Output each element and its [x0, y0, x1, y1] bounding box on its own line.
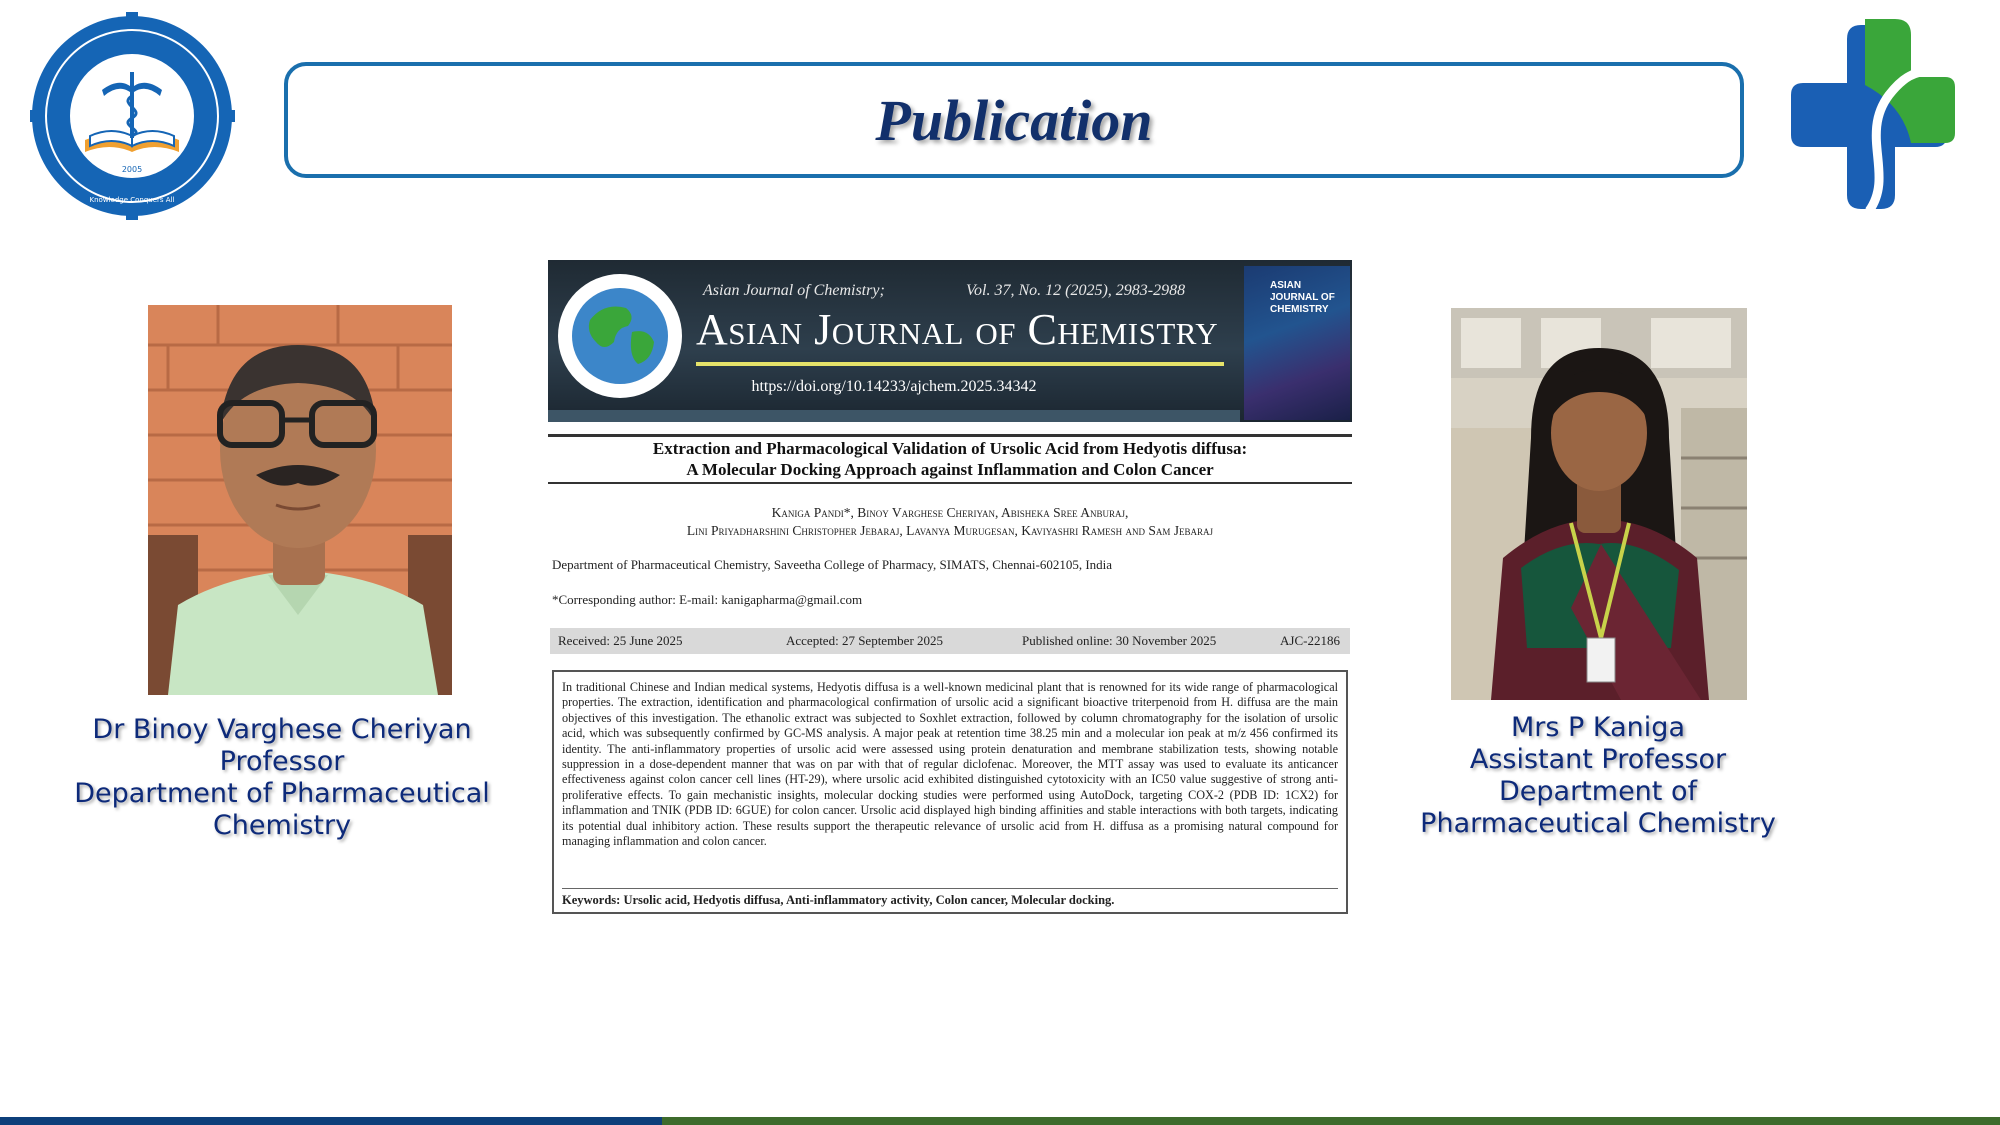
assistant-professor-photo	[1451, 308, 1747, 700]
journal-volume: Vol. 37, No. 12 (2025), 2983-2988	[966, 282, 1186, 299]
affiliation: Department of Pharmaceutical Chemistry, Saveetha College of Pharmacy, SIMATS, Chennai-602105, India	[552, 557, 1113, 572]
abstract-box	[552, 670, 1348, 914]
article-code: AJC-22186	[1280, 633, 1340, 648]
footer-bar-blue	[0, 1117, 662, 1125]
authors-line2: Lini Priyadharshini Christopher Jebaraj, Lavanya Murugesan, Kaviyashri Ramesh and Sam Jebaraj	[686, 523, 1214, 538]
paper-title-line2: A Molecular Docking Approach against Inflammation and Colon Cancer	[686, 460, 1214, 479]
published-date: Published online: 30 November 2025	[1022, 633, 1217, 648]
assistant-professor-role: Assistant Professor	[1469, 744, 1727, 775]
institute-seal-logo	[30, 12, 235, 220]
corresponding-author: *Corresponding author: E-mail: kanigapharma@gmail.com	[552, 592, 863, 607]
assistant-professor-name: Mrs P Kaniga	[1511, 712, 1685, 743]
paper-title-line1: Extraction and Pharmacological Validation of Ursolic Acid from Hedyotis diffusa:	[652, 439, 1248, 458]
assistant-professor-dept-line1: Department of	[1499, 776, 1697, 807]
journal-doi: https://doi.org/10.14233/ajchem.2025.34342	[751, 378, 1037, 395]
professor-photo	[148, 305, 452, 695]
dates-strip	[550, 628, 1350, 654]
journal-banner	[548, 260, 1352, 422]
footer-bar-green	[662, 1117, 2000, 1125]
abstract-text: In traditional Chinese and Indian medical systems, Hedyotis diffusa is a well-known medicinal plant that is renowned for its wide range of pharmacological properties. The extraction, identification and pharmacological confirmation of ursolic acid a significant bioactive triterpenoid from H. diffusa are the main objectives of this investigation. The ethanolic extract was subjected to Soxhlet extraction, followed by column chromatography for the isolation of ursolic acid, which was subsequently confirmed by GC-MS analysis. A major peak at retention time 38.25 min and a molecular ion peak at m/z 456 confirmed its identity. The anti-inflammatory properties of ursolic acid were assessed using protein denaturation and membrane stabilization tests, showing notable suppression in a dose-dependent manner that was on par with that of regular diclofenac. Moreover, the MTT assay was used to evaluate its anticancer effectiveness against colon cancer cell lines (HT-29), where ursolic acid exhibited distinguished cytotoxicity with an IC50 value suggestive of strong anti-proliferative effects. To gain mechanistic insights, molecular docking studies were performed using AutoDock, targeting COX-2 (PDB ID: 1CX2) for inflammation and TNIK (PDB ID: 6GUE) for colon cancer. Ursolic acid displayed high binding affinities and stable interactions with both targets, indicating its potential dual inhibitory action. These results support the therapeutic relevance of ursolic acid from H. diffusa as a promising natural compound for managing inflammation and colon cancer.	[562, 680, 1338, 849]
journal-meta: Asian Journal of Chemistry;	[703, 282, 885, 299]
assistant-professor-dept-line2: Pharmaceutical Chemistry	[1420, 808, 1776, 839]
seal-year: 2005	[121, 165, 143, 174]
slide-title: Publication	[875, 87, 1153, 153]
seal-motto: Knowledge Conquers All	[89, 196, 175, 204]
professor-name: Dr Binoy Varghese Cheriyan	[92, 714, 472, 745]
keywords: Keywords: Ursolic acid, Hedyotis diffusa, Anti-inflammatory activity, Colon cancer, Molecular docking.	[562, 888, 1338, 908]
cover-title: ASIAN JOURNAL OF CHEMISTRY	[1270, 280, 1335, 315]
received-date: Received: 25 June 2025	[558, 633, 683, 648]
publication-clipping	[548, 260, 1352, 916]
journal-title: Asian Journal of Chemistry	[696, 305, 1219, 354]
authors-line1: Kaniga Pandi*, Binoy Varghese Cheriyan, Abisheka Sree Anburaj,	[771, 505, 1129, 520]
assistant-professor-caption	[1410, 712, 1786, 840]
professor-role: Professor	[219, 746, 345, 777]
journal-cover	[1244, 266, 1350, 420]
professor-caption	[70, 714, 494, 842]
professor-dept-line2: Chemistry	[212, 810, 352, 841]
professor-dept-line1: Department of Pharmaceutical	[74, 778, 490, 809]
medical-cross-logo	[1785, 15, 1960, 220]
title-banner	[284, 62, 1744, 178]
accepted-date: Accepted: 27 September 2025	[786, 633, 944, 648]
